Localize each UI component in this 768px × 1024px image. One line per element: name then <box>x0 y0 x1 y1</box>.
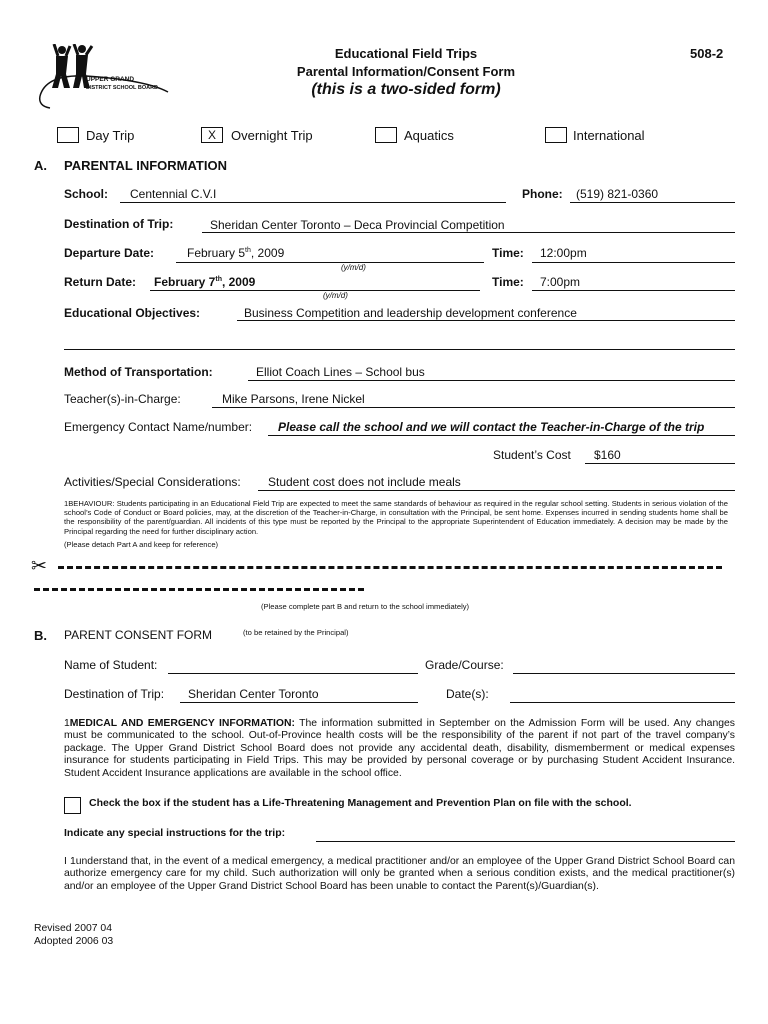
return-year: , 2009 <box>221 275 256 289</box>
medical-heading: MEDICAL AND EMERGENCY INFORMATION: <box>69 718 295 729</box>
behaviour-paragraph: 1BEHAVIOUR: Students participating in an Educational Field Trip are expected to meet the same standards of behaviour as required in the regular school setting. Students in serious violation of the school’s Code of Conduct or Board policies, may, at the discretion of the Teacher-in-Charge, in consultation with the Principal, be sent home. Expenses incurred in sending students home shall be the responsibility of the parent/guardian. All incidents of this type must be reported by the Principal to the appropriate Superintendent of Education immediately. A decision may be made by the Principal regarding the need for further disciplinary action. <box>64 499 728 536</box>
objectives-value: Business Competition and leadership development conference <box>244 306 577 320</box>
teacher-label: Teacher(s)-in-Charge: <box>64 392 181 406</box>
destination-field[interactable] <box>202 232 735 233</box>
retained-note: (to be retained by the Principal) <box>243 628 349 637</box>
emergency-label: Emergency Contact Name/number: <box>64 420 253 434</box>
destination-label: Destination of Trip: <box>64 217 174 231</box>
phone-field[interactable] <box>570 202 735 203</box>
complete-note: (Please complete part B and return to the school immediately) <box>261 602 470 611</box>
section-a-title: PARENTAL INFORMATION <box>64 158 227 173</box>
special-instructions-field[interactable] <box>316 841 735 842</box>
cost-label: Student’s Cost <box>493 448 571 462</box>
medical-paragraph <box>64 718 735 780</box>
form-number: 508-2 <box>690 46 724 61</box>
life-threatening-plan-checkbox[interactable] <box>64 797 81 814</box>
return-time-label: Time: <box>492 275 524 289</box>
departure-field[interactable] <box>176 262 484 263</box>
departure-time-label: Time: <box>492 246 524 260</box>
return-sup: th <box>215 276 222 283</box>
teacher-field[interactable] <box>212 407 735 408</box>
international-label: International <box>573 128 645 143</box>
transport-label: Method of Transportation: <box>64 365 213 379</box>
day-trip-label: Day Trip <box>86 128 135 143</box>
departure-value <box>187 246 284 260</box>
departure-time-value: 12:00pm <box>540 246 587 260</box>
activities-label: Activities/Special Considerations: <box>64 475 241 489</box>
transport-value: Elliot Coach Lines – School bus <box>256 365 425 379</box>
return-time-value: 7:00pm <box>540 275 581 289</box>
dates-label: Date(s): <box>446 687 489 701</box>
medical-text: The information submitted in September on the Admission Form will be used. Any changes must be communicated to the school. Out-of-Province health costs will be the responsibility of the parent if not part of the travel company’s package. The Upper Grand District School Board does not provide any accidental death, disability, dismemberment or medical expenses insurance for students participating in Field Trips. This may be provided by personal coverage or by purchasing Student Accident Insurance. Student Accident Insurance applications are available in the school office. <box>64 718 735 779</box>
grade-field[interactable] <box>513 673 735 674</box>
logo-text-line2: DISTRICT SCHOOL BOARD <box>86 85 159 91</box>
understand-paragraph: I 1understand that, in the event of a medical emergency, a medical practitioner and/or an employee of the Upper Grand District School Board can authorize emergency care for my child. Such authorization will only be granted when a serious condition exists, and the medical practitioner(s) and/or an employee of the Upper Grand District School Board has been unable to contact the Parent(s)/Guardian(s). <box>64 856 735 892</box>
school-value: Centennial C.V.I <box>130 187 217 201</box>
cut-line-2 <box>34 588 364 591</box>
scissors-icon: ✂ <box>31 555 47 577</box>
medical-prefix: 1 <box>64 718 70 729</box>
return-time-field[interactable] <box>532 290 735 291</box>
life-threatening-plan-label: Check the box if the student has a Life-Threatening Management and Prevention Plan on file with the school. <box>89 797 632 809</box>
departure-year: , 2009 <box>250 246 285 260</box>
teacher-value: Mike Parsons, Irene Nickel <box>222 392 365 406</box>
departure-time-field[interactable] <box>532 262 735 263</box>
detach-note: (Please detach Part A and keep for reference) <box>64 540 219 549</box>
section-b-title: PARENT CONSENT FORM <box>64 628 213 642</box>
cut-line-1 <box>58 566 722 569</box>
destination-value: Sheridan Center Toronto – Deca Provincial Competition <box>210 218 505 232</box>
return-field[interactable] <box>150 290 480 291</box>
transport-field[interactable] <box>248 380 735 381</box>
trip-destination-field[interactable] <box>180 702 418 703</box>
school-field[interactable] <box>120 202 506 203</box>
cost-value: $160 <box>594 448 621 462</box>
return-label: Return Date: <box>64 275 137 289</box>
trip-destination-value: Sheridan Center Toronto <box>188 687 319 701</box>
objectives-label: Educational Objectives: <box>64 306 201 320</box>
dates-field[interactable] <box>510 702 735 703</box>
phone-label: Phone: <box>522 187 563 201</box>
activities-value: Student cost does not include meals <box>268 475 461 489</box>
return-value <box>154 275 255 289</box>
return-day: February 7 <box>154 275 216 289</box>
title-line1: Educational Field Trips <box>334 46 478 61</box>
title-line3: (this is a two-sided form) <box>311 81 501 98</box>
adopted-date: Adopted 2006 03 <box>34 936 114 947</box>
objectives-field[interactable] <box>237 320 735 321</box>
revised-date: Revised 2007 04 <box>34 923 112 934</box>
aquatics-label: Aquatics <box>404 128 454 143</box>
trip-destination-label: Destination of Trip: <box>64 687 165 701</box>
emergency-value: Please call the school and we will contact the Teacher-in-Charge of the trip <box>278 420 705 434</box>
departure-day: February 5 <box>187 246 246 260</box>
cost-field[interactable] <box>585 463 735 464</box>
student-name-field[interactable] <box>168 673 418 674</box>
departure-label: Departure Date: <box>64 246 155 260</box>
phone-value: (519) 821-0360 <box>576 187 659 201</box>
special-instructions-label: Indicate any special instructions for the trip: <box>64 827 286 839</box>
international-checkbox[interactable] <box>545 127 567 143</box>
return-ymd-hint: (y/m/d) <box>323 291 348 300</box>
day-trip-checkbox[interactable] <box>57 127 79 143</box>
section-b-letter: B. <box>34 628 47 643</box>
aquatics-checkbox[interactable] <box>375 127 397 143</box>
grade-label: Grade/Course: <box>425 658 504 672</box>
departure-sup: th <box>245 247 251 254</box>
student-name-label: Name of Student: <box>64 658 158 672</box>
departure-ymd-hint: (y/m/d) <box>341 263 366 272</box>
objectives-field-line2[interactable] <box>64 349 735 350</box>
section-a-letter: A. <box>34 158 47 173</box>
emergency-field[interactable] <box>268 435 735 436</box>
overnight-trip-label: Overnight Trip <box>231 128 313 143</box>
activities-field[interactable] <box>258 490 735 491</box>
overnight-trip-checkbox[interactable]: X <box>201 127 223 143</box>
logo-text-line1: UPPER GRAND <box>86 76 135 83</box>
school-label: School: <box>64 187 108 201</box>
title-line2: Parental Information/Consent Form <box>296 64 516 79</box>
